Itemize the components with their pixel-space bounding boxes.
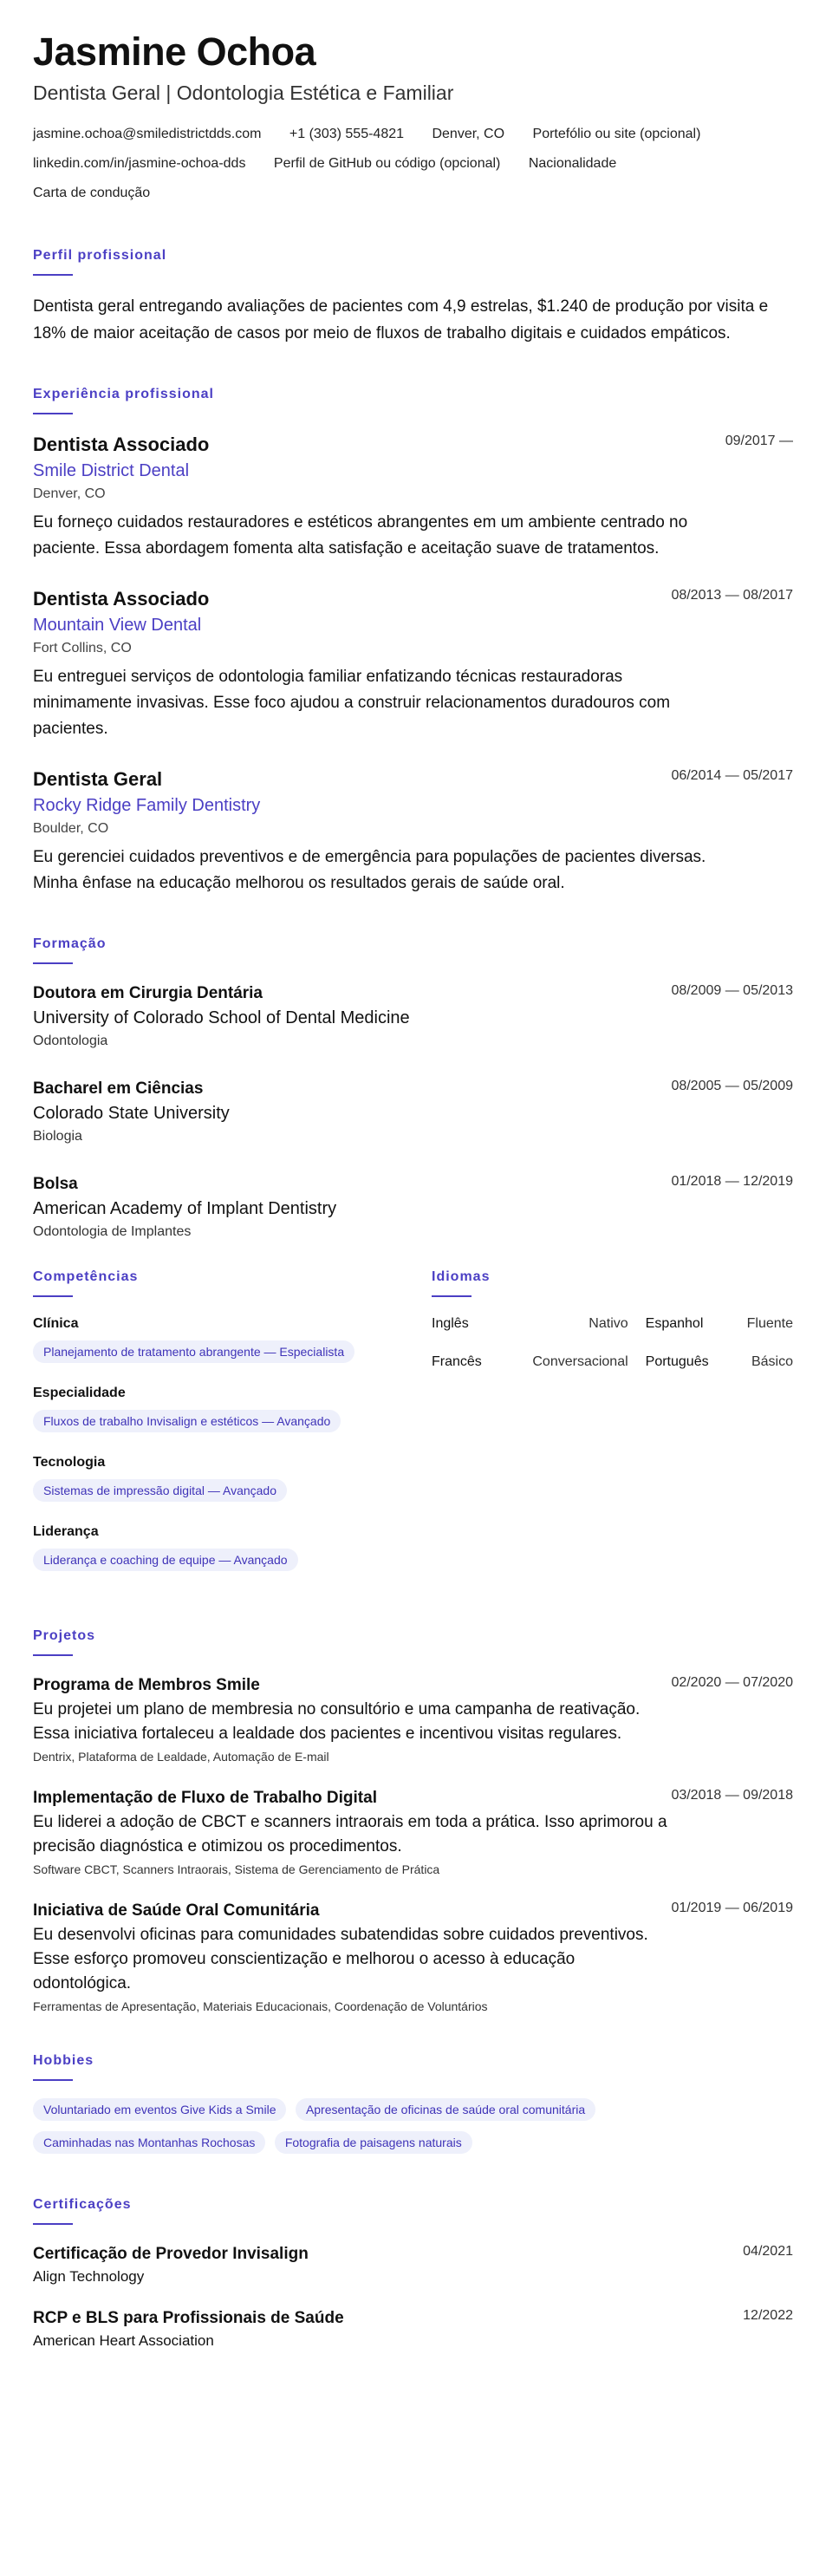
education-field: Odontologia — [33, 1034, 108, 1048]
hobby-chip: Caminhadas nas Montanhas Rochosas — [33, 2131, 265, 2154]
certification-entry — [33, 2242, 793, 2287]
language-name: Francês — [432, 1354, 482, 1369]
experience-entry — [33, 432, 793, 562]
languages-row — [432, 1353, 793, 1391]
skill-chip: Planejamento de tratamento abrangente — Especialista — [33, 1340, 354, 1363]
experience-description: Eu gerenciei cuidados preventivos e de emergência para populações de pacientes diversas. Minha ênfase na educação melhorou os resultados gerais de saúde oral. — [33, 848, 706, 892]
project-name: Programa de Membros Smile — [33, 1676, 260, 1694]
skill-chip: Liderança e coaching de equipe — Avançado — [33, 1549, 298, 1571]
experience-location: Denver, CO — [33, 486, 106, 501]
section-rule — [33, 413, 73, 414]
project-description: Eu liderei a adoção de CBCT e scanners intraorais em toda a prática. Isso aprimorou a precisão diagnóstica e otimizou os procedimentos. — [33, 1813, 667, 1855]
section-rule — [432, 1295, 472, 1297]
experience-date: 09/2017 — — [725, 434, 793, 448]
skill-category: Tecnologia — [33, 1455, 106, 1470]
project-entry — [33, 1673, 793, 1767]
project-name: Implementação de Fluxo de Trabalho Digital — [33, 1789, 377, 1807]
profile-section — [33, 246, 793, 347]
project-description: Eu desenvolvi oficinas para comunidades subatendidas sobre cuidados preventivos. Esse esforço promoveu conscientização e melhorou o acesso à educação odontológica. — [33, 1926, 648, 1992]
project-date: 02/2020 — 07/2020 — [671, 1675, 793, 1690]
contact-phone: +1 (303) 555-4821 — [289, 127, 405, 141]
section-title-hobbies: Hobbies — [33, 2053, 94, 2068]
project-technologies: Dentrix, Plataforma de Lealdade, Automação de E-mail — [33, 1750, 329, 1764]
education-section — [33, 935, 793, 1243]
contact-license: Carta de condução — [33, 186, 151, 200]
skill-group — [33, 1384, 432, 1453]
language-name: Português — [645, 1354, 709, 1369]
education-degree: Bolsa — [33, 1175, 78, 1193]
project-date: 03/2018 — 09/2018 — [671, 1788, 793, 1803]
skill-chip: Fluxos de trabalho Invisalign e estéticos — Avançado — [33, 1410, 341, 1432]
certification-name: RCP e BLS para Profissionais de Saúde — [33, 2309, 344, 2327]
project-entry — [33, 1786, 793, 1880]
contact-nationality: Nacionalidade — [528, 156, 617, 171]
experience-role: Dentista Geral — [33, 768, 163, 790]
certification-issuer: American Heart Association — [33, 2332, 214, 2349]
section-rule — [33, 1654, 73, 1656]
profile-summary: Dentista geral entregando avaliações de pacientes com 4,9 estrelas, $1.240 de produção por visita e 18% de maior aceitação de casos por meio de fluxos de trabalho digitais e cuidados empáticos. — [33, 297, 769, 342]
education-date: 08/2009 — 05/2013 — [671, 983, 793, 998]
languages-table — [432, 1314, 793, 1391]
experience-role: Dentista Associado — [33, 588, 210, 610]
section-rule — [33, 1295, 73, 1297]
experience-location: Fort Collins, CO — [33, 641, 132, 655]
skill-group — [33, 1523, 432, 1592]
education-degree: Bacharel em Ciências — [33, 1079, 204, 1098]
certification-entry — [33, 2306, 793, 2351]
section-rule — [33, 2079, 73, 2081]
education-school: University of Colorado School of Dental Medicine — [33, 1008, 410, 1027]
experience-description: Eu entreguei serviços de odontologia familiar enfatizando técnicas restauradoras minimamente invasivas. Esse foco ajudou a construir relacionamentos duradouros com pacientes. — [33, 668, 671, 738]
certification-date: 12/2022 — [743, 2308, 793, 2323]
section-title-education: Formação — [33, 936, 107, 951]
education-entry — [33, 1172, 793, 1243]
education-degree: Doutora em Cirurgia Dentária — [33, 984, 263, 1002]
experience-role: Dentista Associado — [33, 434, 210, 455]
skills-section — [33, 1268, 432, 1592]
experience-location: Boulder, CO — [33, 821, 109, 836]
hobby-chip: Apresentação de oficinas de saúde oral comunitária — [296, 2098, 595, 2121]
language-level: Fluente — [746, 1316, 793, 1331]
education-field: Biologia — [33, 1129, 82, 1144]
language-level: Nativo — [589, 1316, 628, 1331]
section-title-skills: Competências — [33, 1269, 139, 1284]
section-rule — [33, 2223, 73, 2225]
certification-date: 04/2021 — [743, 2244, 793, 2259]
project-date: 01/2019 — 06/2019 — [671, 1901, 793, 1915]
experience-section — [33, 385, 793, 897]
education-field: Odontologia de Implantes — [33, 1224, 192, 1239]
section-title-profile: Perfil profissional — [33, 248, 167, 263]
skill-chip: Sistemas de impressão digital — Avançado — [33, 1479, 287, 1502]
skill-category: Clínica — [33, 1316, 79, 1331]
project-entry — [33, 1899, 793, 2017]
education-date: 08/2005 — 05/2009 — [671, 1079, 793, 1093]
project-description: Eu projetei um plano de membresia no consultório e uma campanha de reativação. Essa iniciativa fortaleceu a lealdade dos pacientes e incentivou visitas regulares. — [33, 1700, 641, 1743]
contact-github: Perfil de GitHub ou código (opcional) — [273, 156, 501, 171]
experience-company: Mountain View Dental — [33, 616, 202, 635]
skill-category: Liderança — [33, 1524, 99, 1539]
skills-languages-row — [33, 1268, 793, 1592]
experience-date: 08/2013 — 08/2017 — [671, 588, 793, 603]
project-technologies: Software CBCT, Scanners Intraorais, Sistema de Gerenciamento de Prática — [33, 1862, 440, 1876]
language-name: Inglês — [432, 1316, 469, 1331]
hobby-chips — [33, 2098, 793, 2164]
section-title-projects: Projetos — [33, 1628, 96, 1643]
education-date: 01/2018 — 12/2019 — [671, 1174, 793, 1189]
skill-group — [33, 1314, 432, 1384]
experience-entry — [33, 766, 793, 897]
language-level: Básico — [751, 1354, 793, 1369]
language-level: Conversacional — [532, 1354, 628, 1369]
contact-email: jasmine.ochoa@smiledistrictdds.com — [33, 127, 262, 141]
experience-company: Rocky Ridge Family Dentistry — [33, 796, 261, 815]
languages-row — [432, 1314, 793, 1353]
certification-issuer: Align Technology — [33, 2268, 145, 2285]
contact-location: Denver, CO — [432, 127, 505, 141]
skill-category: Especialidade — [33, 1386, 126, 1400]
experience-date: 06/2014 — 05/2017 — [671, 768, 793, 783]
project-name: Iniciativa de Saúde Oral Comunitária — [33, 1901, 320, 1920]
project-technologies: Ferramentas de Apresentação, Materiais Educacionais, Coordenação de Voluntários — [33, 1999, 488, 2013]
languages-section — [432, 1268, 793, 1592]
contact-linkedin: linkedin.com/in/jasmine-ochoa-dds — [33, 156, 246, 171]
experience-entry — [33, 586, 793, 742]
certification-name: Certificação de Provedor Invisalign — [33, 2245, 309, 2263]
certifications-section — [33, 2195, 793, 2351]
contact-portfolio: Portefólio ou site (opcional) — [532, 127, 701, 141]
candidate-name: Jasmine Ochoa — [33, 29, 316, 74]
contact-list — [33, 120, 793, 208]
education-entry — [33, 1077, 793, 1148]
section-title-experience: Experiência profissional — [33, 387, 214, 401]
section-rule — [33, 962, 73, 964]
experience-company: Smile District Dental — [33, 461, 190, 480]
hobbies-section — [33, 2051, 793, 2164]
section-title-languages: Idiomas — [432, 1269, 491, 1284]
hobby-chip: Voluntariado em eventos Give Kids a Smile — [33, 2098, 286, 2121]
education-school: American Academy of Implant Dentistry — [33, 1199, 337, 1218]
section-rule — [33, 274, 73, 276]
education-entry — [33, 981, 793, 1053]
education-school: Colorado State University — [33, 1104, 230, 1123]
headline: Dentista Geral | Odontologia Estética e Familiar — [33, 82, 454, 104]
section-title-certifications: Certificações — [33, 2197, 132, 2212]
experience-description: Eu forneço cuidados restauradores e estéticos abrangentes em um ambiente centrado no paciente. Essa abordagem fomenta alta satisfação e aceitação suave de tratamentos. — [33, 513, 688, 558]
skill-group — [33, 1453, 432, 1523]
hobby-chip: Fotografia de paisagens naturais — [275, 2131, 472, 2154]
projects-section — [33, 1627, 793, 2017]
language-name: Espanhol — [645, 1316, 704, 1331]
